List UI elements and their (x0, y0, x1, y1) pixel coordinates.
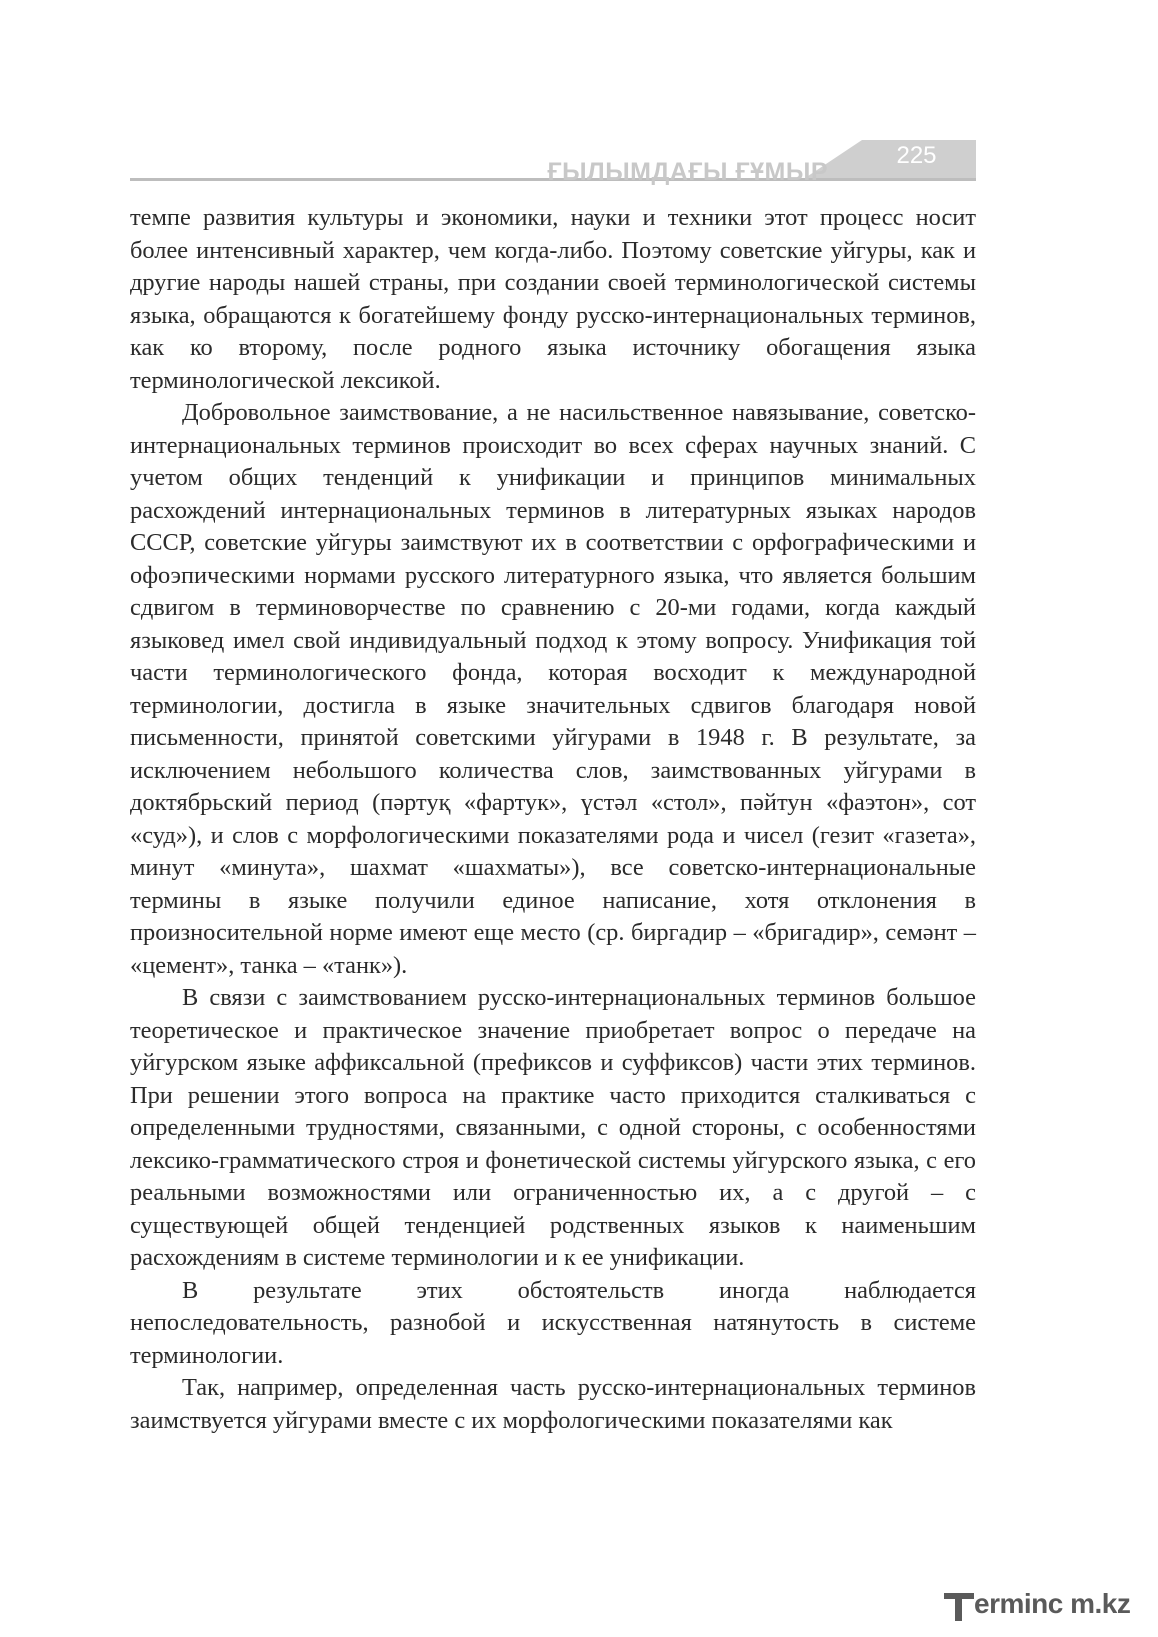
site-watermark (942, 1588, 1142, 1628)
termincom-logo-icon (942, 1590, 976, 1624)
paragraph-2: Добровольное заимствование, а не насильственное навязывание, советско-интернациональных терминов происходит во всех сферах научных знаний. С учетом общих тенденций к унификации и принципов минимальных расхождений интернациональных терминов в литературных языках народов СССР, советские уйгуры заимствуют их в соответствии с орфографическими и офоэпическими нормами русского литературного языка, что является большим сдвигом в терминоворчестве по сравнению с 20-ми годами, когда каждый языковед имел свой индивидуальный подход к этому вопросу. Унификация той части терминологического фонда, которая восходит к международной терминологии, достигла в языке значительных сдвигов благодаря новой письменности, принятой советскими уйгурами в 1948 г. В результате, за исключением небольшого количества слов, заимствованных уйгурами в доктябрьский период (пәртуқ «фартук», үстәл «стол», пәйтун «фаэтон», сот «суд»), и слов с морфологическими показателями рода и чисел (гезит «газета», минут «минута», шахмат «шахматы»), все советско-интернациональные термины в языке получили единое написание, хотя отклонения в произносительной норме имеют еще место (ср. биргадир – «бригадир», семәнт – «цемент», танка – «танк»). (130, 399, 976, 979)
page-number: 225 (896, 142, 937, 169)
body-text (130, 202, 976, 1437)
page-header (130, 140, 976, 188)
running-title: ҒЫЛЫМДАҒЫ ҒҰМЫР (547, 158, 828, 186)
paragraph-3: В связи с заимствованием русско-интернациональных терминов большое теоретическое и практическое значение приобретает вопрос о передаче на уйгурском языке аффиксальной (префиксов и суффиксов) части этих терминов. При решении этого вопроса на практике часто приходится сталкиваться с определенными трудностями, связанными, с одной стороны, с особенностями лексико-грамматического строя и фонетической системы уйгурского языка, с его реальными возможностями или ограниченностью их, а с другой – с существующей общей тенденцией родственных языков к наименьшим расхождениям в системе терминологии и к ее унификации. (130, 984, 976, 1271)
paragraph-1: темпе развития культуры и экономики, науки и техники этот процесс носит более интенсивный характер, чем когда-либо. Поэтому советские уйгуры, как и другие народы нашей страны, при создании своей терминологической системы языка, обращаются к богатейшему фонду русско-интернациональных терминов, как ко второму, после родного языка источнику обогащения языка терминологической лексикой. (130, 204, 976, 394)
watermark-text: erminc m.kz (974, 1588, 1131, 1619)
paragraph-4: В результате этих обстоятельств иногда наблюдается непоследовательность, разнобой и искусственная натянутость в системе терминологии. (130, 1276, 976, 1369)
paragraph-5: Так, например, определенная часть русско-интернациональных терминов заимствуется уйгурами вместе с их морфологическими показателями как (130, 1374, 976, 1434)
